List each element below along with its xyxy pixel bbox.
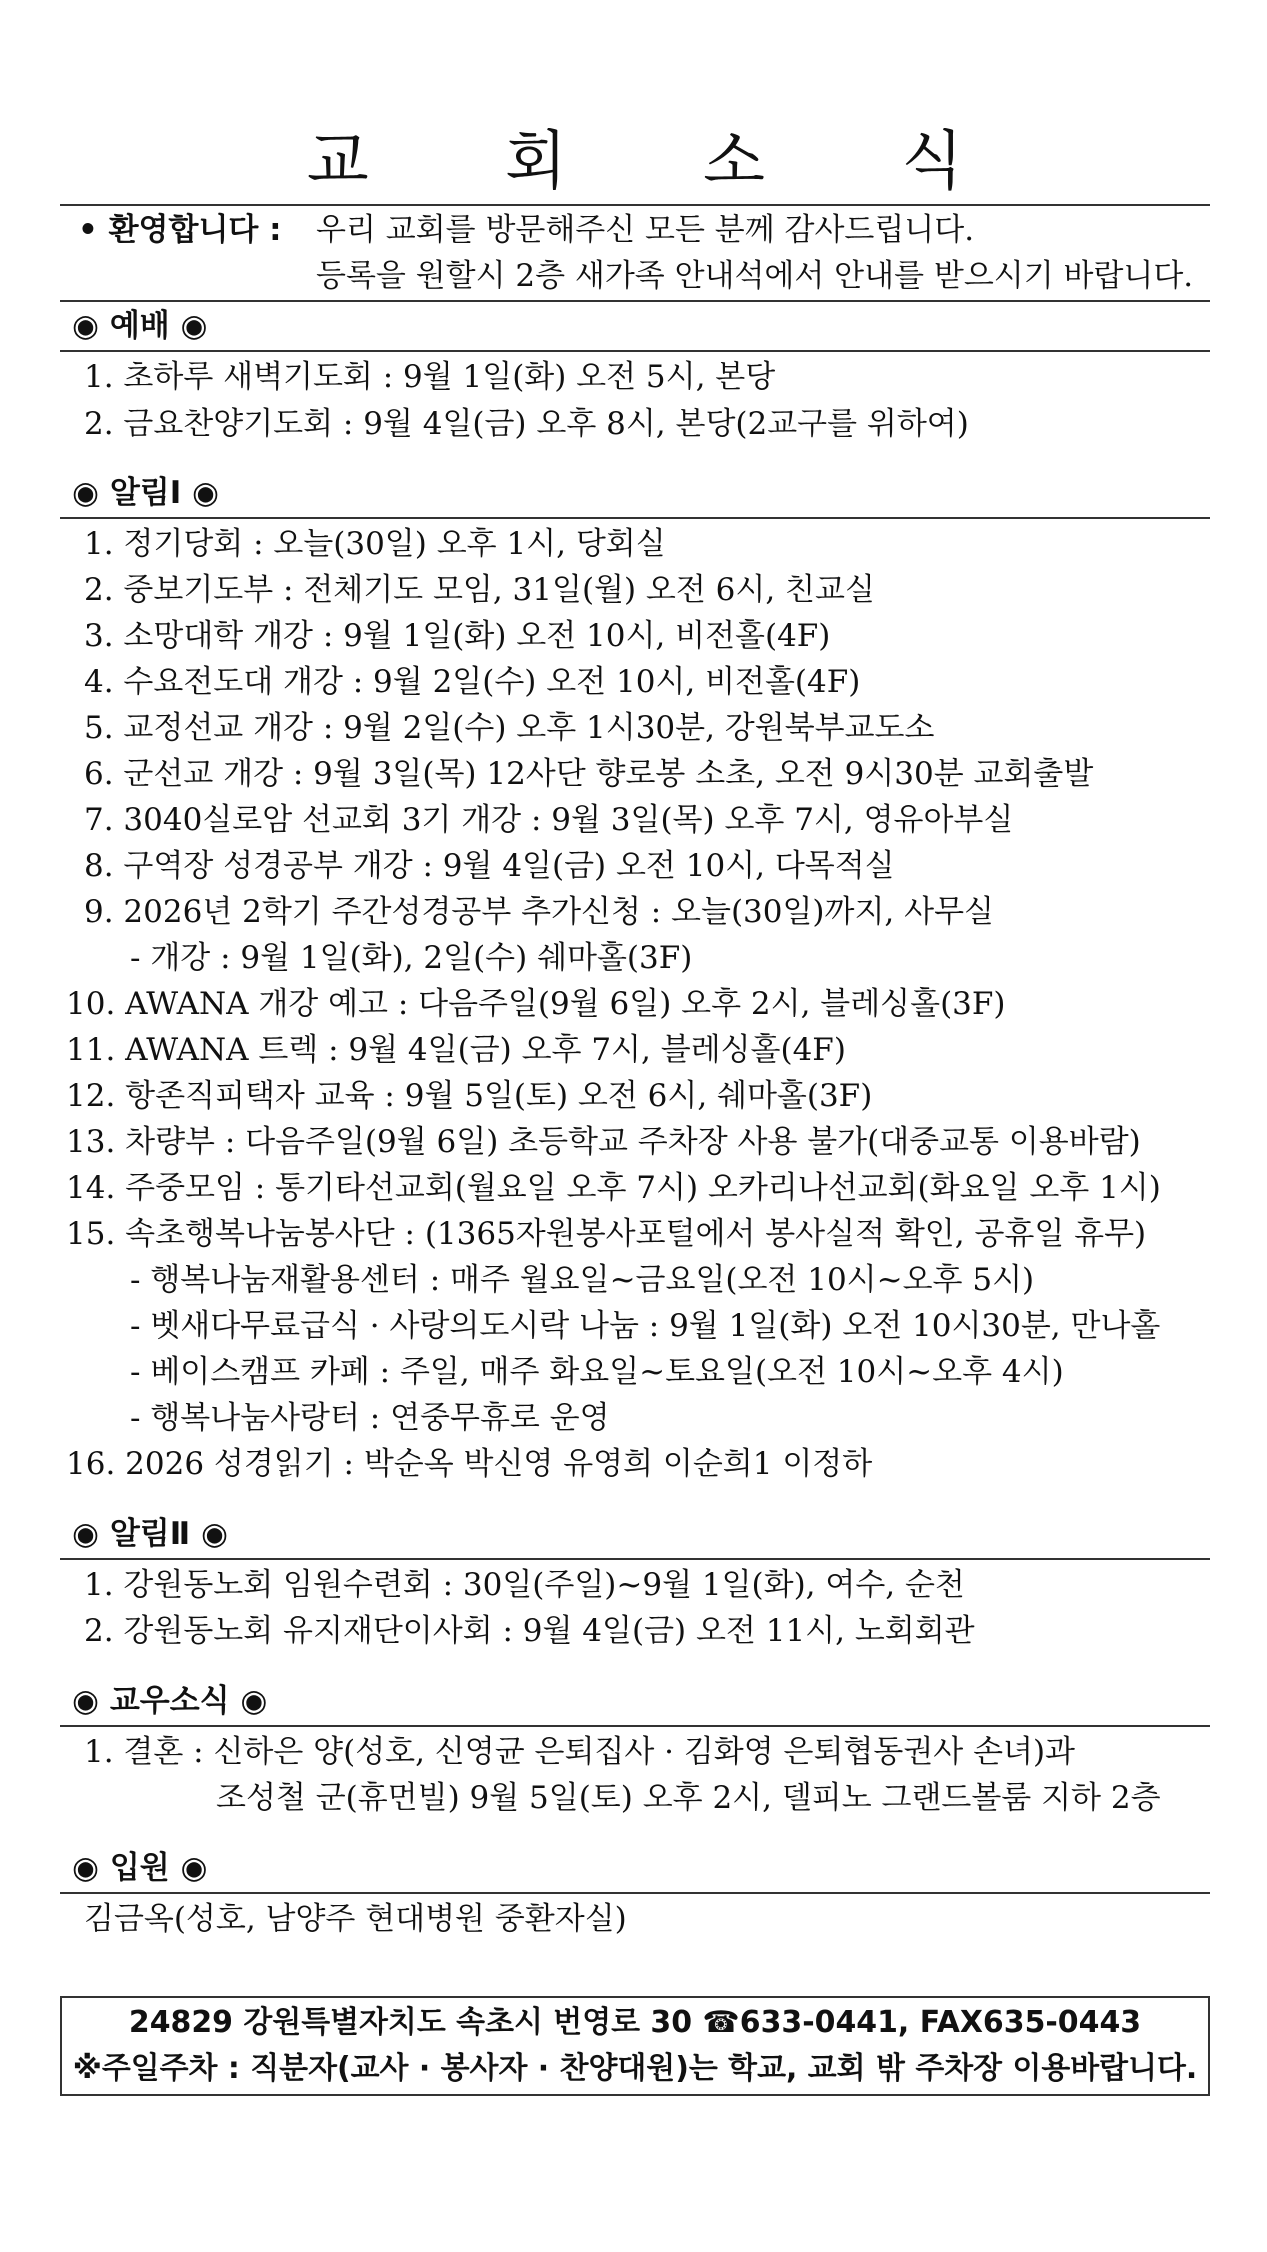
title-divider	[60, 204, 1210, 206]
page-title: 교 회 소 식	[306, 125, 1022, 199]
notice1-item: 8. 구역장 성경공부 개강 : 9월 4일(금) 오전 10시, 다목적실	[84, 848, 895, 884]
notice1-item: 1. 정기당회 : 오늘(30일) 오후 1시, 당회실	[84, 526, 666, 562]
footer-box	[60, 1996, 1210, 2096]
notice1-item: 13. 차량부 : 다음주일(9월 6일) 초등학교 주차장 사용 불가(대중교통 이용바람)	[66, 1124, 1141, 1160]
notice1-item: 2. 중보기도부 : 전체기도 모임, 31일(월) 오전 6시, 친교실	[84, 572, 875, 608]
notice2-heading: ◉ 알림Ⅱ ◉	[72, 1516, 228, 1552]
notice1-subitem: - 개강 : 9월 1일(화), 2일(수) 쉐마홀(3F)	[130, 940, 693, 976]
notice2-item: 1. 강원동노회 임원수련회 : 30일(주일)~9월 1일(화), 여수, 순천	[84, 1567, 965, 1603]
worship-divider	[60, 350, 1210, 352]
welcome-divider	[60, 300, 1210, 302]
welcome-line-2: 등록을 원할시 2층 새가족 안내석에서 안내를 받으시기 바랍니다.	[316, 258, 1194, 294]
welcome-line-1: 우리 교회를 방문해주신 모든 분께 감사드립니다.	[316, 212, 975, 248]
notice1-item: 7. 3040실로암 선교회 3기 개강 : 9월 3일(목) 오후 7시, 영유아부실	[84, 802, 1014, 838]
members-item-continued: 조성철 군(휴먼빌) 9월 5일(토) 오후 2시, 델피노 그랜드볼룸 지하 2층	[216, 1780, 1161, 1816]
footer-parking-notice: ※주일주차 : 직분자(교사 · 봉사자 · 찬양대원)는 학교, 교회 밖 주차장 이용바랍니다.	[72, 2051, 1198, 2086]
notice1-subitem: - 벳새다무료급식 · 사랑의도시락 나눔 : 9월 1일(화) 오전 10시30분, 만나홀	[130, 1308, 1161, 1344]
notice1-item: 11. AWANA 트렉 : 9월 4일(금) 오후 7시, 블레싱홀(4F)	[66, 1032, 846, 1068]
notice1-item: 3. 소망대학 개강 : 9월 1일(화) 오전 10시, 비전홀(4F)	[84, 618, 831, 654]
notice1-item: 16. 2026 성경읽기 : 박순옥 박신영 유영희 이순희1 이정하	[66, 1446, 873, 1482]
welcome-label: • 환영합니다 :	[78, 212, 282, 248]
footer-address: 24829 강원특별자치도 속초시 번영로 30 ☎633-0441, FAX635-0443	[128, 2005, 1142, 2040]
notice1-subitem: - 행복나눔사랑터 : 연중무휴로 운영	[130, 1400, 610, 1436]
members-heading: ◉ 교우소식 ◉	[72, 1683, 268, 1719]
notice2-item: 2. 강원동노회 유지재단이사회 : 9월 4일(금) 오전 11시, 노회회관	[84, 1613, 975, 1649]
notice1-subitem: - 베이스캠프 카페 : 주일, 매주 화요일~토요일(오전 10시~오후 4시)	[130, 1354, 1064, 1390]
hospital-item: 김금옥(성호, 남양주 현대병원 중환자실)	[84, 1901, 627, 1937]
notice1-item: 14. 주중모임 : 통기타선교회(월요일 오후 7시) 오카리나선교회(화요일 오후 1시)	[66, 1170, 1161, 1206]
worship-item: 2. 금요찬양기도회 : 9월 4일(금) 오후 8시, 본당(2교구를 위하여)	[84, 406, 969, 442]
notice1-item: 12. 항존직피택자 교육 : 9월 5일(토) 오전 6시, 쉐마홀(3F)	[66, 1078, 873, 1114]
members-divider	[60, 1725, 1210, 1727]
notice1-item: 4. 수요전도대 개강 : 9월 2일(수) 오전 10시, 비전홀(4F)	[84, 664, 861, 700]
notice1-divider	[60, 517, 1210, 519]
hospital-divider	[60, 1892, 1210, 1894]
notice1-item: 9. 2026년 2학기 주간성경공부 추가신청 : 오늘(30일)까지, 사무실	[84, 894, 994, 930]
notice1-item: 15. 속초행복나눔봉사단 : (1365자원봉사포털에서 봉사실적 확인, 공휴일 휴무)	[66, 1216, 1147, 1252]
worship-heading: ◉ 예배 ◉	[72, 308, 208, 344]
notice1-item: 5. 교정선교 개강 : 9월 2일(수) 오후 1시30분, 강원북부교도소	[84, 710, 935, 746]
worship-item: 1. 초하루 새벽기도회 : 9월 1일(화) 오전 5시, 본당	[84, 359, 776, 395]
notice1-subitem: - 행복나눔재활용센터 : 매주 월요일~금요일(오전 10시~오후 5시)	[130, 1262, 1035, 1298]
notice1-item: 6. 군선교 개강 : 9월 3일(목) 12사단 향로봉 소초, 오전 9시30분 교회출발	[84, 756, 1094, 792]
notice1-item: 10. AWANA 개강 예고 : 다음주일(9월 6일) 오후 2시, 블레싱홀(3F)	[66, 986, 1006, 1022]
members-item: 1. 결혼 : 신하은 양(성호, 신영균 은퇴집사 · 김화영 은퇴협동권사 손녀)과	[84, 1734, 1075, 1770]
notice1-heading: ◉ 알림Ⅰ ◉	[72, 475, 220, 511]
notice2-divider	[60, 1558, 1210, 1560]
hospital-heading: ◉ 입원 ◉	[72, 1850, 208, 1886]
